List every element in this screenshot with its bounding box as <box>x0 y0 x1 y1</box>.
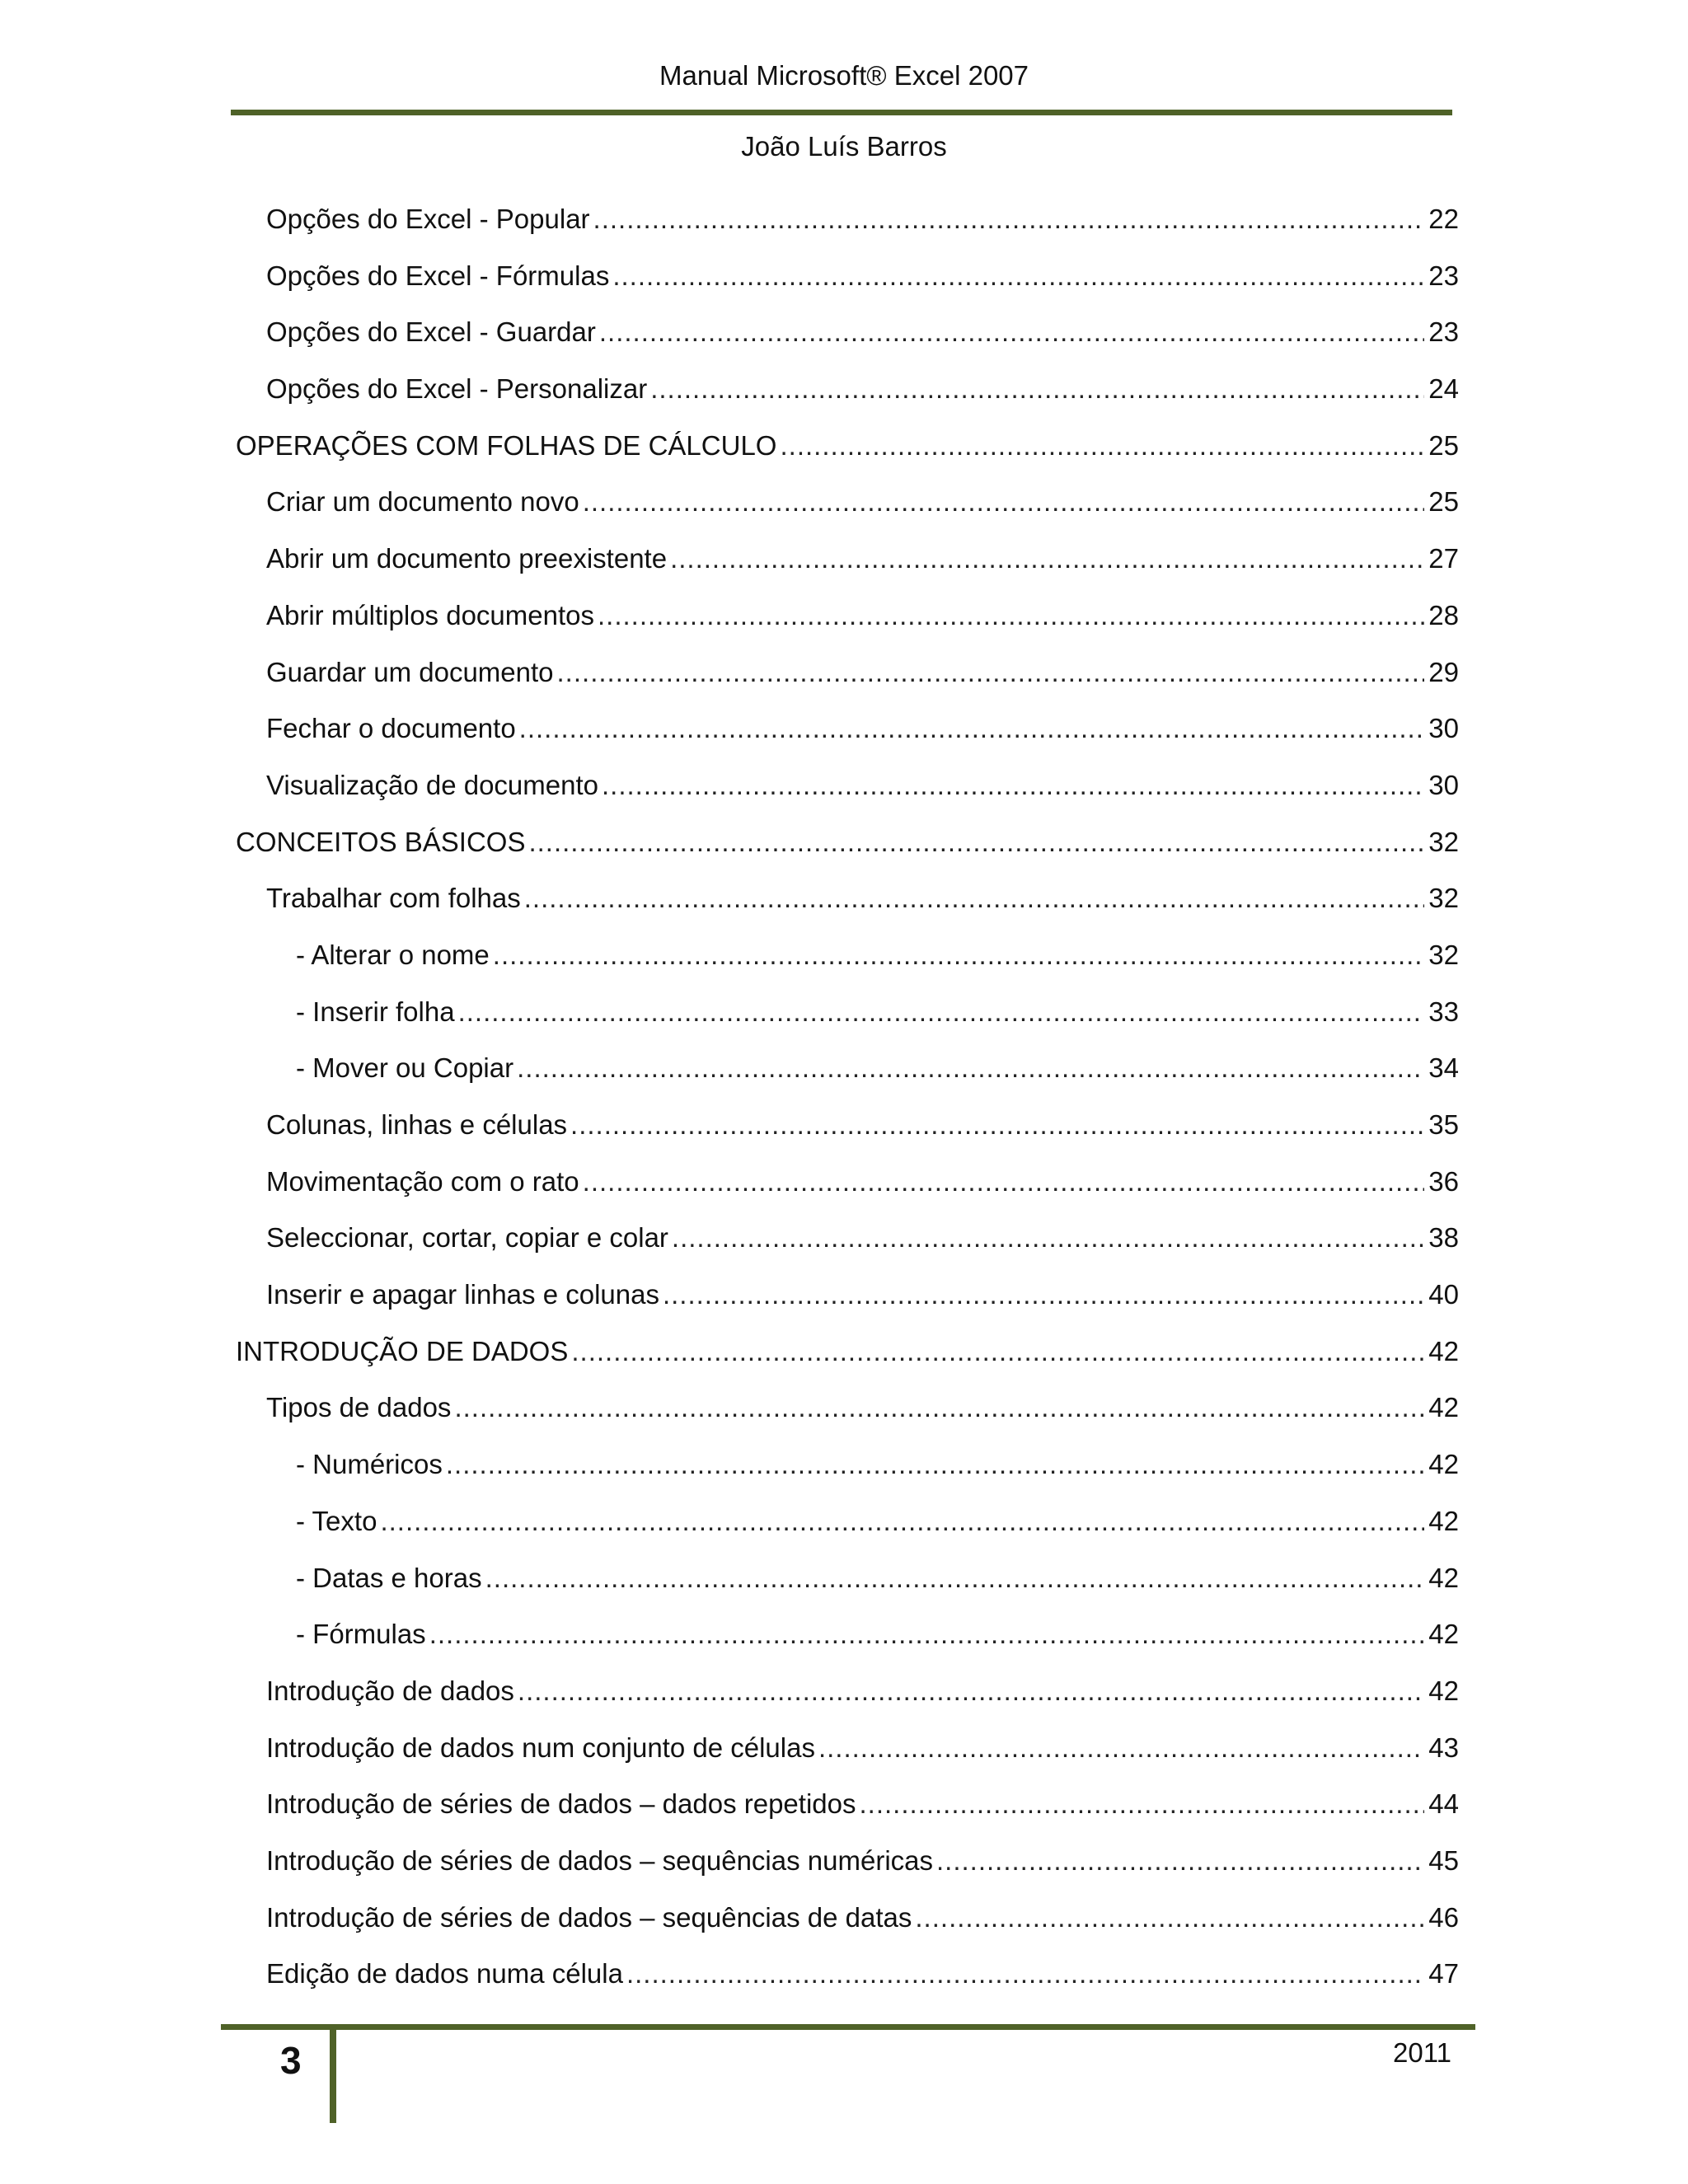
toc-entry[interactable] <box>236 1949 1459 2006</box>
toc-dot-leader <box>519 704 1424 753</box>
toc-entry[interactable] <box>236 1893 1459 1950</box>
toc-entry[interactable] <box>236 477 1459 534</box>
toc-entry-page-number: 42 <box>1428 1675 1459 1706</box>
toc-entry[interactable] <box>236 1610 1459 1666</box>
toc-dot-leader <box>583 1157 1424 1207</box>
toc-entry-title: - Numéricos <box>296 1449 443 1480</box>
toc-entry-title: Criar um documento novo <box>266 486 579 518</box>
toc-entry-title: Introdução de séries de dados – dados repetidos <box>266 1788 856 1820</box>
toc-dot-leader <box>650 364 1424 414</box>
toc-dot-leader <box>454 1383 1424 1432</box>
toc-entry-page-number: 45 <box>1428 1844 1459 1876</box>
toc-entry[interactable] <box>236 1497 1459 1554</box>
toc-entry[interactable] <box>236 1779 1459 1836</box>
toc-entry[interactable] <box>236 1723 1459 1780</box>
toc-entry-title: Guardar um documento <box>266 656 554 687</box>
toc-entry[interactable] <box>236 1270 1459 1327</box>
toc-dot-leader <box>485 1554 1424 1603</box>
toc-dot-leader <box>528 818 1424 867</box>
toc-entry-page-number: 24 <box>1428 373 1459 405</box>
toc-dot-leader <box>380 1497 1424 1546</box>
page-number: 3 <box>280 2039 302 2082</box>
footer-year: 2011 <box>1393 2037 1451 2068</box>
toc-entry-title: Opções do Excel - Popular <box>266 204 590 234</box>
toc-entry-page-number: 32 <box>1428 826 1459 857</box>
document-header-title: Manual Microsoft® Excel 2007 <box>659 60 1029 91</box>
toc-entry[interactable] <box>236 364 1459 421</box>
toc-dot-leader <box>780 421 1424 471</box>
toc-entry-title: Introdução de dados <box>266 1675 514 1706</box>
toc-entry[interactable] <box>236 874 1459 930</box>
toc-dot-leader <box>571 1327 1424 1376</box>
toc-entry-page-number: 32 <box>1428 939 1459 970</box>
toc-dot-leader <box>670 534 1424 583</box>
toc-entry-title: Visualização de documento <box>266 769 598 800</box>
toc-entry-page-number: 47 <box>1428 1958 1459 1990</box>
toc-dot-leader <box>612 251 1424 301</box>
toc-dot-leader <box>518 1666 1424 1716</box>
toc-entry-title: Edição de dados numa célula <box>266 1958 623 1990</box>
toc-entry-page-number: 36 <box>1428 1165 1459 1197</box>
toc-entry[interactable] <box>236 1157 1459 1214</box>
toc-entry-page-number: 23 <box>1428 260 1459 291</box>
toc-entry[interactable] <box>236 307 1459 364</box>
toc-dot-leader <box>493 930 1424 980</box>
toc-entry-page-number: 44 <box>1428 1788 1459 1820</box>
toc-entry-title: Seleccionar, cortar, copiar e colar <box>266 1222 668 1254</box>
toc-dot-leader <box>602 761 1424 810</box>
toc-entry-title: Opções do Excel - Fórmulas <box>266 260 610 291</box>
toc-dot-leader <box>860 1779 1425 1829</box>
toc-entry[interactable] <box>236 194 1459 251</box>
toc-dot-leader <box>583 477 1424 527</box>
toc-entry-page-number: 42 <box>1428 1619 1459 1650</box>
toc-entry-page-number: 40 <box>1428 1279 1459 1310</box>
toc-dot-leader <box>517 1043 1424 1093</box>
toc-entry-title: - Datas e horas <box>296 1562 482 1593</box>
toc-entry-title: - Fórmulas <box>296 1619 426 1650</box>
toc-entry[interactable] <box>236 930 1459 987</box>
toc-dot-leader <box>598 591 1424 640</box>
toc-entry-title: Fechar o documento <box>266 713 516 744</box>
toc-dot-leader <box>429 1610 1424 1659</box>
toc-entry-title: Abrir múltiplos documentos <box>266 599 594 630</box>
toc-entry-page-number: 42 <box>1428 1392 1459 1423</box>
toc-entry[interactable] <box>236 251 1459 308</box>
toc-entry-page-number: 30 <box>1428 713 1459 744</box>
toc-dot-leader <box>458 987 1424 1037</box>
toc-entry-title: - Mover ou Copiar <box>296 1052 514 1084</box>
toc-entry-page-number: 43 <box>1428 1732 1459 1763</box>
toc-entry-page-number: 22 <box>1428 204 1459 234</box>
toc-entry-page-number: 42 <box>1428 1449 1459 1480</box>
toc-entry[interactable] <box>236 761 1459 818</box>
toc-entry-page-number: 25 <box>1428 486 1459 518</box>
toc-entry-page-number: 23 <box>1428 316 1459 348</box>
toc-entry[interactable] <box>236 1836 1459 1893</box>
header-divider <box>231 110 1452 115</box>
toc-entry[interactable] <box>236 1666 1459 1723</box>
toc-dot-leader <box>915 1893 1424 1943</box>
footer-divider <box>221 2024 1475 2030</box>
toc-entry-page-number: 27 <box>1428 543 1459 574</box>
toc-entry-title: - Texto <box>296 1505 377 1536</box>
toc-entry-page-number: 33 <box>1428 996 1459 1027</box>
toc-entry-page-number: 32 <box>1428 883 1459 914</box>
toc-entry[interactable] <box>236 421 1459 478</box>
toc-entry[interactable] <box>236 1100 1459 1157</box>
toc-entry-title: Colunas, linhas e células <box>266 1109 568 1140</box>
toc-dot-leader <box>818 1723 1424 1773</box>
toc-entry[interactable] <box>236 591 1459 648</box>
toc-entry[interactable] <box>236 1383 1459 1440</box>
toc-dot-leader <box>626 1949 1424 1999</box>
toc-dot-leader <box>593 194 1424 244</box>
toc-entry-title: Inserir e apagar linhas e colunas <box>266 1279 659 1310</box>
toc-entry-title: Introdução de séries de dados – sequências de datas <box>266 1901 912 1933</box>
toc-entry-title: Abrir um documento preexistente <box>266 543 668 574</box>
toc-entry-title: Tipos de dados <box>266 1392 452 1423</box>
toc-entry[interactable] <box>236 1440 1459 1497</box>
toc-dot-leader <box>672 1213 1424 1263</box>
toc-entry-page-number: 42 <box>1428 1562 1459 1593</box>
toc-entry[interactable] <box>236 534 1459 591</box>
toc-entry[interactable] <box>236 648 1459 705</box>
toc-dot-leader <box>557 648 1424 697</box>
toc-dot-leader <box>524 874 1424 923</box>
toc-entry-title: Movimentação com o rato <box>266 1165 579 1197</box>
toc-dot-leader <box>446 1440 1424 1489</box>
toc-entry[interactable] <box>236 1213 1459 1270</box>
footer-vertical-divider <box>330 2027 336 2123</box>
toc-entry-title: Opções do Excel - Personalizar <box>266 373 648 405</box>
toc-entry-title: OPERAÇÕES COM FOLHAS DE CÁLCULO <box>236 429 777 461</box>
toc-entry-title: Trabalhar com folhas <box>266 883 521 914</box>
toc-entry-title: Opções do Excel - Guardar <box>266 316 596 348</box>
toc-entry-title: Introdução de dados num conjunto de células <box>266 1732 815 1763</box>
toc-entry[interactable] <box>236 818 1459 874</box>
toc-entry[interactable] <box>236 1327 1459 1384</box>
toc-entry-page-number: 38 <box>1428 1222 1459 1254</box>
toc-dot-leader <box>663 1270 1424 1319</box>
toc-entry-page-number: 25 <box>1428 429 1459 461</box>
toc-entry-title: CONCEITOS BÁSICOS <box>236 826 526 857</box>
toc-entry-page-number: 35 <box>1428 1109 1459 1140</box>
toc-entry[interactable] <box>236 1554 1459 1610</box>
toc-entry-page-number: 30 <box>1428 769 1459 800</box>
toc-entry-page-number: 29 <box>1428 656 1459 687</box>
toc-entry-page-number: 28 <box>1428 599 1459 630</box>
toc-entry[interactable] <box>236 704 1459 761</box>
table-of-contents <box>236 194 1459 2006</box>
toc-entry-page-number: 34 <box>1428 1052 1459 1084</box>
toc-entry-title: - Inserir folha <box>296 996 455 1027</box>
toc-dot-leader <box>936 1836 1424 1886</box>
toc-entry-title: - Alterar o nome <box>296 939 490 970</box>
toc-dot-leader <box>599 307 1424 357</box>
document-author: João Luís Barros <box>741 131 947 162</box>
toc-entry-title: Introdução de séries de dados – sequências numéricas <box>266 1844 933 1876</box>
toc-entry-title: INTRODUÇÃO DE DADOS <box>236 1335 569 1366</box>
toc-entry-page-number: 42 <box>1428 1335 1459 1366</box>
toc-entry-page-number: 46 <box>1428 1901 1459 1933</box>
toc-entry-page-number: 42 <box>1428 1505 1459 1536</box>
toc-dot-leader <box>570 1100 1424 1150</box>
toc-entry[interactable] <box>236 987 1459 1044</box>
toc-entry[interactable] <box>236 1043 1459 1100</box>
